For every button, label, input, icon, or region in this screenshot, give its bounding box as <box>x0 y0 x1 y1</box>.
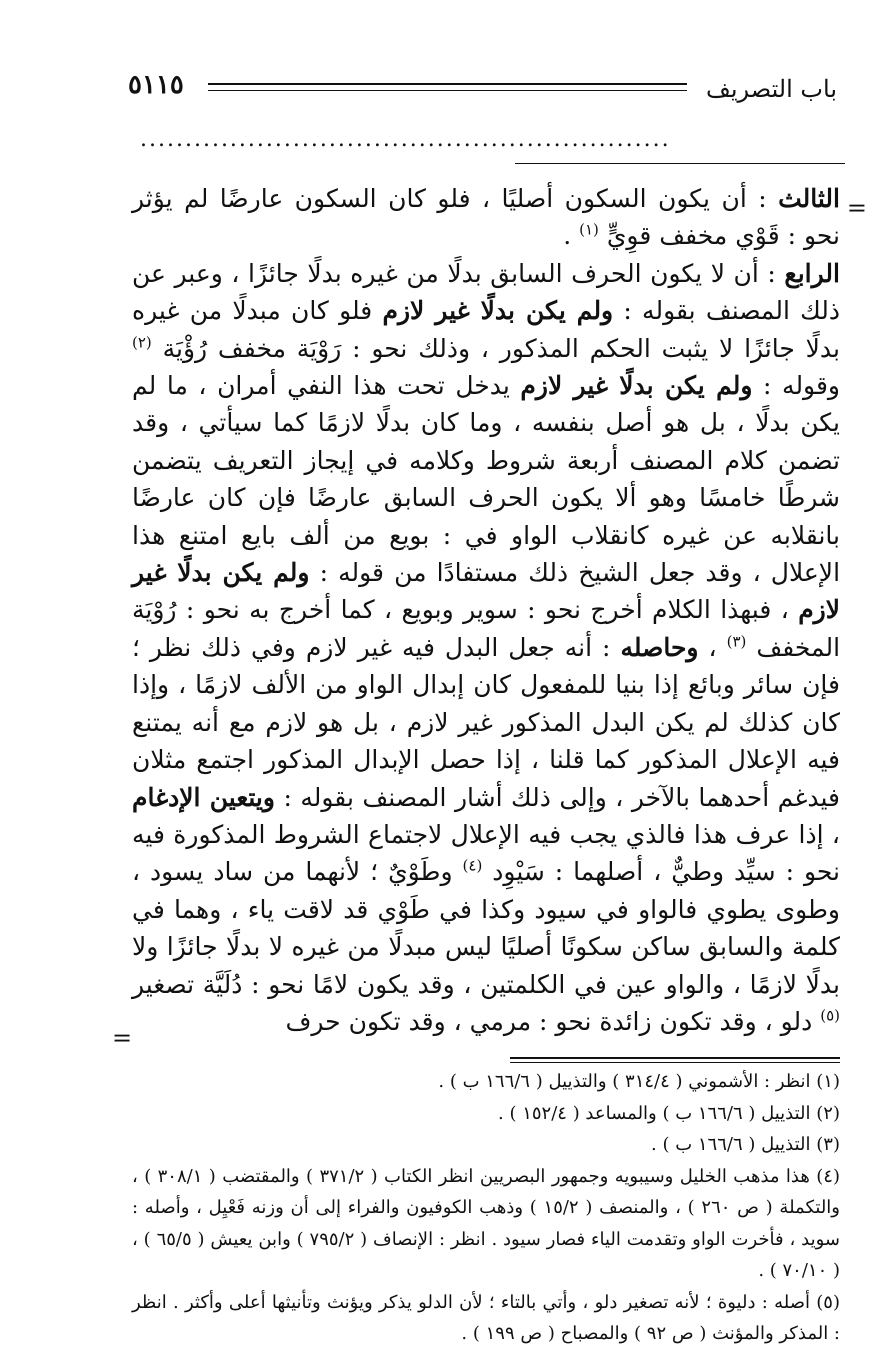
paragraph-text: ، <box>708 632 717 662</box>
footnote-2: (٢) التذييل ( ١٦٦/٦ ب ) والمساعد ( ١٥٢/٤ ) . <box>498 1102 840 1124</box>
top-rule <box>515 163 845 164</box>
footnote-ref: (١) <box>579 221 599 240</box>
page-header <box>128 70 837 110</box>
paragraph-text: ، إذا عرف هذا فالذي يجب فيه الإعلال لاجتماع الشروط المذكورة فيه نحو : سيِّد وطيٌّ ، أصلهما : سَيْوِد <box>132 819 841 887</box>
footnote-ref: (٣) <box>726 632 747 651</box>
footnote-5: (٥) أصله : دليوة ؛ لأنه تصغير دلو ، وأتي بالتاء ؛ لأن الدلو يذكر ويؤنث وتأنيثها أعلى وأكثر . انظر : المذكر والمؤنث ( ص ٩٢ ) والمصباح ( ص ١٩٩ ) . <box>132 1291 840 1344</box>
paragraph-text: : أن يكون السكون أصليًا ، فلو كان السكون عارضًا لم يؤثر نحو : قَوْي مخفف قوِيٍّ <box>132 184 840 251</box>
paragraph-text: ، فبهذا الكلام أخرج نحو : سوير وبويع ، كما أخرج به نحو : رُوْيَة المخفف <box>132 595 841 662</box>
separator-dots: ........................................................... <box>140 130 671 150</box>
footnote-3: (٣) التذييل ( ١٦٦/٦ ب ) . <box>651 1134 840 1155</box>
paragraph-text: : أنه جعل البدل فيه غير لازم وفي ذلك نظر ؛ فإن سائر وبائع إذا بنيا للمفعول كان إبدال الواو من الألف لازمًا ، وإذا كان كذلك لم يكن البدل المذكور غير لازم ، بل هو لازم مع أنه يمتنع فيه الإعلال المذكور كما قلنا ، إذا حصل الإبدال المذكور اجتمع مثلان فيدغم أحدهما بالآخر ، وإلى ذلك أشار المصنف بقوله : <box>132 632 841 812</box>
paragraph-fourth-condition <box>132 255 840 1041</box>
bold-quote: ولم يكن بدلًا غير لازم <box>520 371 753 401</box>
paragraph-text: وقوله : <box>763 371 840 401</box>
continuation-mark-end: = <box>112 1024 133 1052</box>
paragraph-text: يدخل تحت هذا النفي أمران ، ما لم يكن بدلًا ، بل هو أصل بنفسه ، وما كان بدلًا لازمًا كما سيأتي ، وقد تضمن كلام المصنف أربعة شروط وكلامه في إيجاز التعريف يتضمن شرطًا خامسًا وهو ألا يكون الحرف السابق عارضًا فإن كان عارضًا بانقلابه عن غيره كانقلاب الواو في : بويع من ألف بايع امتنع هذا الإعلال ، وقد جعل الشيخ ذلك مستفادًا من قوله : <box>132 371 841 588</box>
footnote-ref: (٢) <box>132 333 152 352</box>
footnote-ref: (٥) <box>820 1006 840 1025</box>
paragraph-third-condition <box>132 180 840 255</box>
footnotes <box>132 1066 840 1350</box>
paragraph-text: دلو ، وقد تكون زائدة نحو : مرمي ، وقد تكون حرف <box>285 1006 813 1036</box>
continuation-mark-start: = <box>846 194 867 222</box>
footnote-rule <box>510 1057 840 1063</box>
bold-quote: وحاصله <box>620 632 699 662</box>
paragraph-lead: الرابع <box>784 258 840 288</box>
paragraph-text: . <box>563 221 572 251</box>
bold-quote: ولم يكن بدلًا غير لازم <box>382 296 614 326</box>
bold-quote: ويتعين الإدغام <box>132 782 275 812</box>
paragraph-lead: الثالث <box>778 184 840 213</box>
main-text <box>132 180 840 1040</box>
page-number: ٥١١٥ <box>128 70 184 100</box>
header-rule <box>208 83 687 91</box>
paragraph-text: وطَوْيٌ ؛ لأنهما من ساد يسود ، وطوى يطوي فالواو في سيود وكذا في طَوْي قد لاقت ياء ، وهما في كلمة والسابق ساكن سكونًا أصليًا ليس مبدلًا من غيره لا بدلًا جائزًا ولا بدلًا لازمًا ، والواو عين في الكلمتين ، وقد يكون لامًا نحو : دُلَيَّة تصغير <box>132 857 840 999</box>
footnote-4: (٤) هذا مذهب الخليل وسيبويه وجمهور البصريين انظر الكتاب ( ٣٧١/٢ ) والمقتضب ( ٣٠٨/١ ) ، والتكملة ( ص ٢٦٠ ) ، والمنصف ( ١٥/٢ ) وذهب الكوفيون والفراء إلى أن وزنه فَعْيِل ، وأصله : سويد ، فأخرت الواو وتقدمت الياء فصار سيود . انظر : الإنصاف ( ٧٩٥/٢ ) وابن يعيش ( ٦٥/٥ ) ، ( ٧٠/١٠ ) . <box>132 1165 840 1281</box>
bold-quote: ولم يكن بدلًا غير لازم <box>132 558 840 625</box>
paragraph-text: فلو كان مبدلًا من غيره بدلًا جائزًا لا يثبت الحكم المذكور ، وذلك نحو : رَوْيَة مخفف رُؤْيَة <box>132 296 840 363</box>
footnote-ref: (٤) <box>462 856 483 875</box>
footnote-1: (١) انظر : الأشموني ( ٣١٤/٤ ) والتذييل ( ١٦٦/٦ ب ) . <box>438 1071 840 1092</box>
running-head: باب التصريف <box>705 75 837 103</box>
paragraph-text: : أن لا يكون الحرف السابق بدلًا من غيره بدلًا جائزًا ، وعبر عن ذلك المصنف بقوله : <box>132 258 841 326</box>
